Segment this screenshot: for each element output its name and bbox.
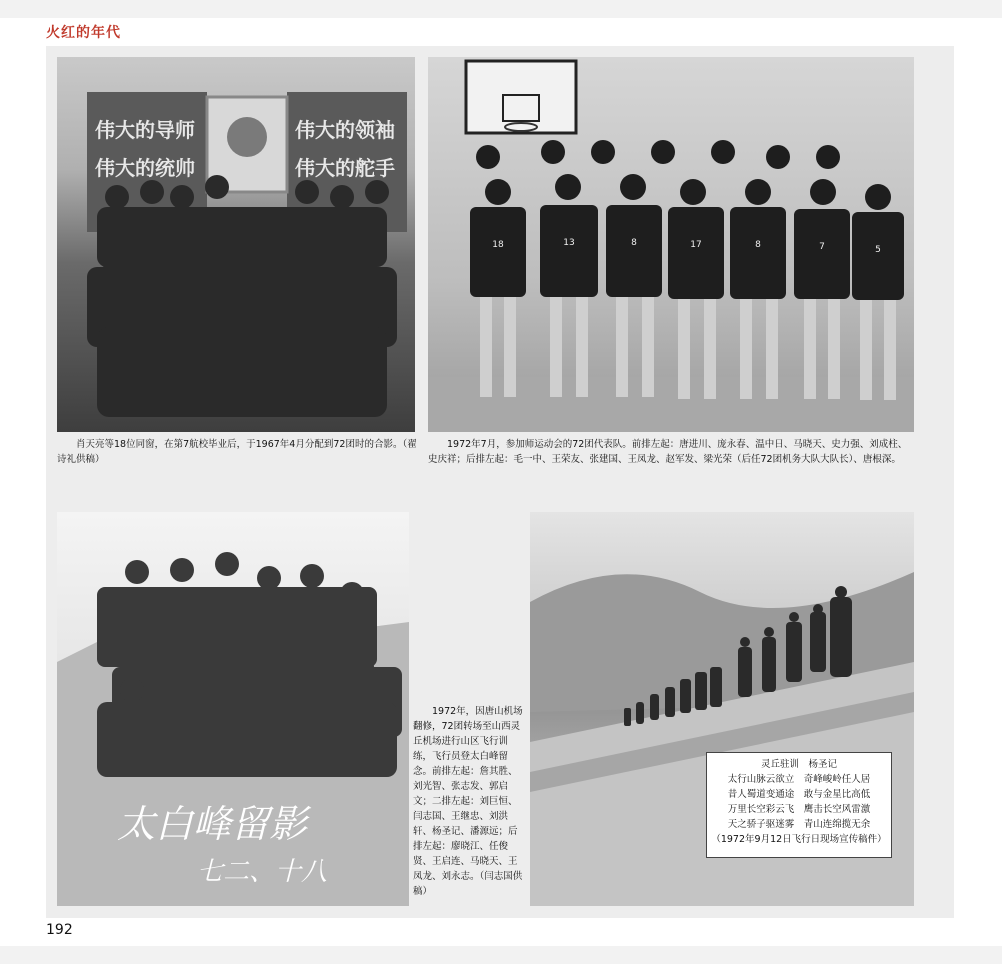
taibai-photo-art xyxy=(57,512,409,906)
sign-bottom-right-text: 伟大的舵手 xyxy=(295,156,395,180)
taibai-peak-group-photo xyxy=(57,512,409,906)
basketball-photo-caption: 1972年7月，参加师运动会的72团代表队。前排左起：唐进川、庞永春、温中日、马晓天、史力强、刘成柱、史庆祥；后排左起：毛一中、王荣友、张建国、王凤龙、赵军发、梁光荣（后任72团机务大队大队长）、唐根深。 xyxy=(428,439,908,465)
calligraphy-inscription: 太白峰留影 xyxy=(117,802,308,846)
graduates-photo-art xyxy=(57,57,415,432)
jersey-number: 5 xyxy=(875,245,881,255)
taibai-photo-caption: 1972年，因唐山机场翻修，72团转场至山西灵丘机场进行山区飞行训练，飞行员登太白峰留念。前排左起：詹其胜、刘光智、张志发、郭启文；二排左起：刘巨恒、闫志国、王继忠、刘洪轩、杨圣记、潘源远；后排左起：廖晓江、任俊贤、王启连、马晓天、王凤龙、刘永志。（闫志国供稿） xyxy=(413,706,523,897)
section-title: 火红的年代 xyxy=(46,25,121,41)
jersey-number: 8 xyxy=(631,238,637,248)
poem-line: 万里长空彩云飞 鹰击长空风雷激 xyxy=(727,804,871,815)
sign-bottom-left-text: 伟大的统帅 xyxy=(95,156,195,180)
jersey-number: 7 xyxy=(819,242,825,252)
poem-line: 天之骄子驱迷雾 青山连绵揽无余 xyxy=(727,819,871,830)
poem-line: 太行山脉云欲立 奇峰峻岭任人居 xyxy=(727,774,871,785)
jersey-number: 13 xyxy=(563,238,575,248)
poem-line: 昔人蜀道变通途 敢与金星比高低 xyxy=(727,789,871,800)
page-number: 192 xyxy=(46,922,73,938)
basketball-photo-art xyxy=(428,57,914,432)
jersey-number: 18 xyxy=(492,240,504,250)
sign-right-text: 伟大的领袖 xyxy=(295,118,395,142)
jersey-number: 8 xyxy=(755,240,761,250)
poem-title: 灵丘驻训 杨圣记 xyxy=(760,759,837,770)
group-photo-graduates xyxy=(57,57,415,432)
calligraphy-date: 七二、十八 xyxy=(197,857,328,887)
graduates-photo-caption: 肖天亮等18位同窗，在第7航校毕业后，于1967年4月分配到72团时的合影。（翟诗礼供稿） xyxy=(57,439,417,465)
poem-note: （1972年9月12日飞行日现场宣传稿件） xyxy=(711,834,887,845)
jersey-number: 17 xyxy=(690,240,702,250)
poem-box xyxy=(706,752,892,858)
basketball-team-photo xyxy=(428,57,914,432)
sign-left-text: 伟大的导师 xyxy=(95,118,195,142)
